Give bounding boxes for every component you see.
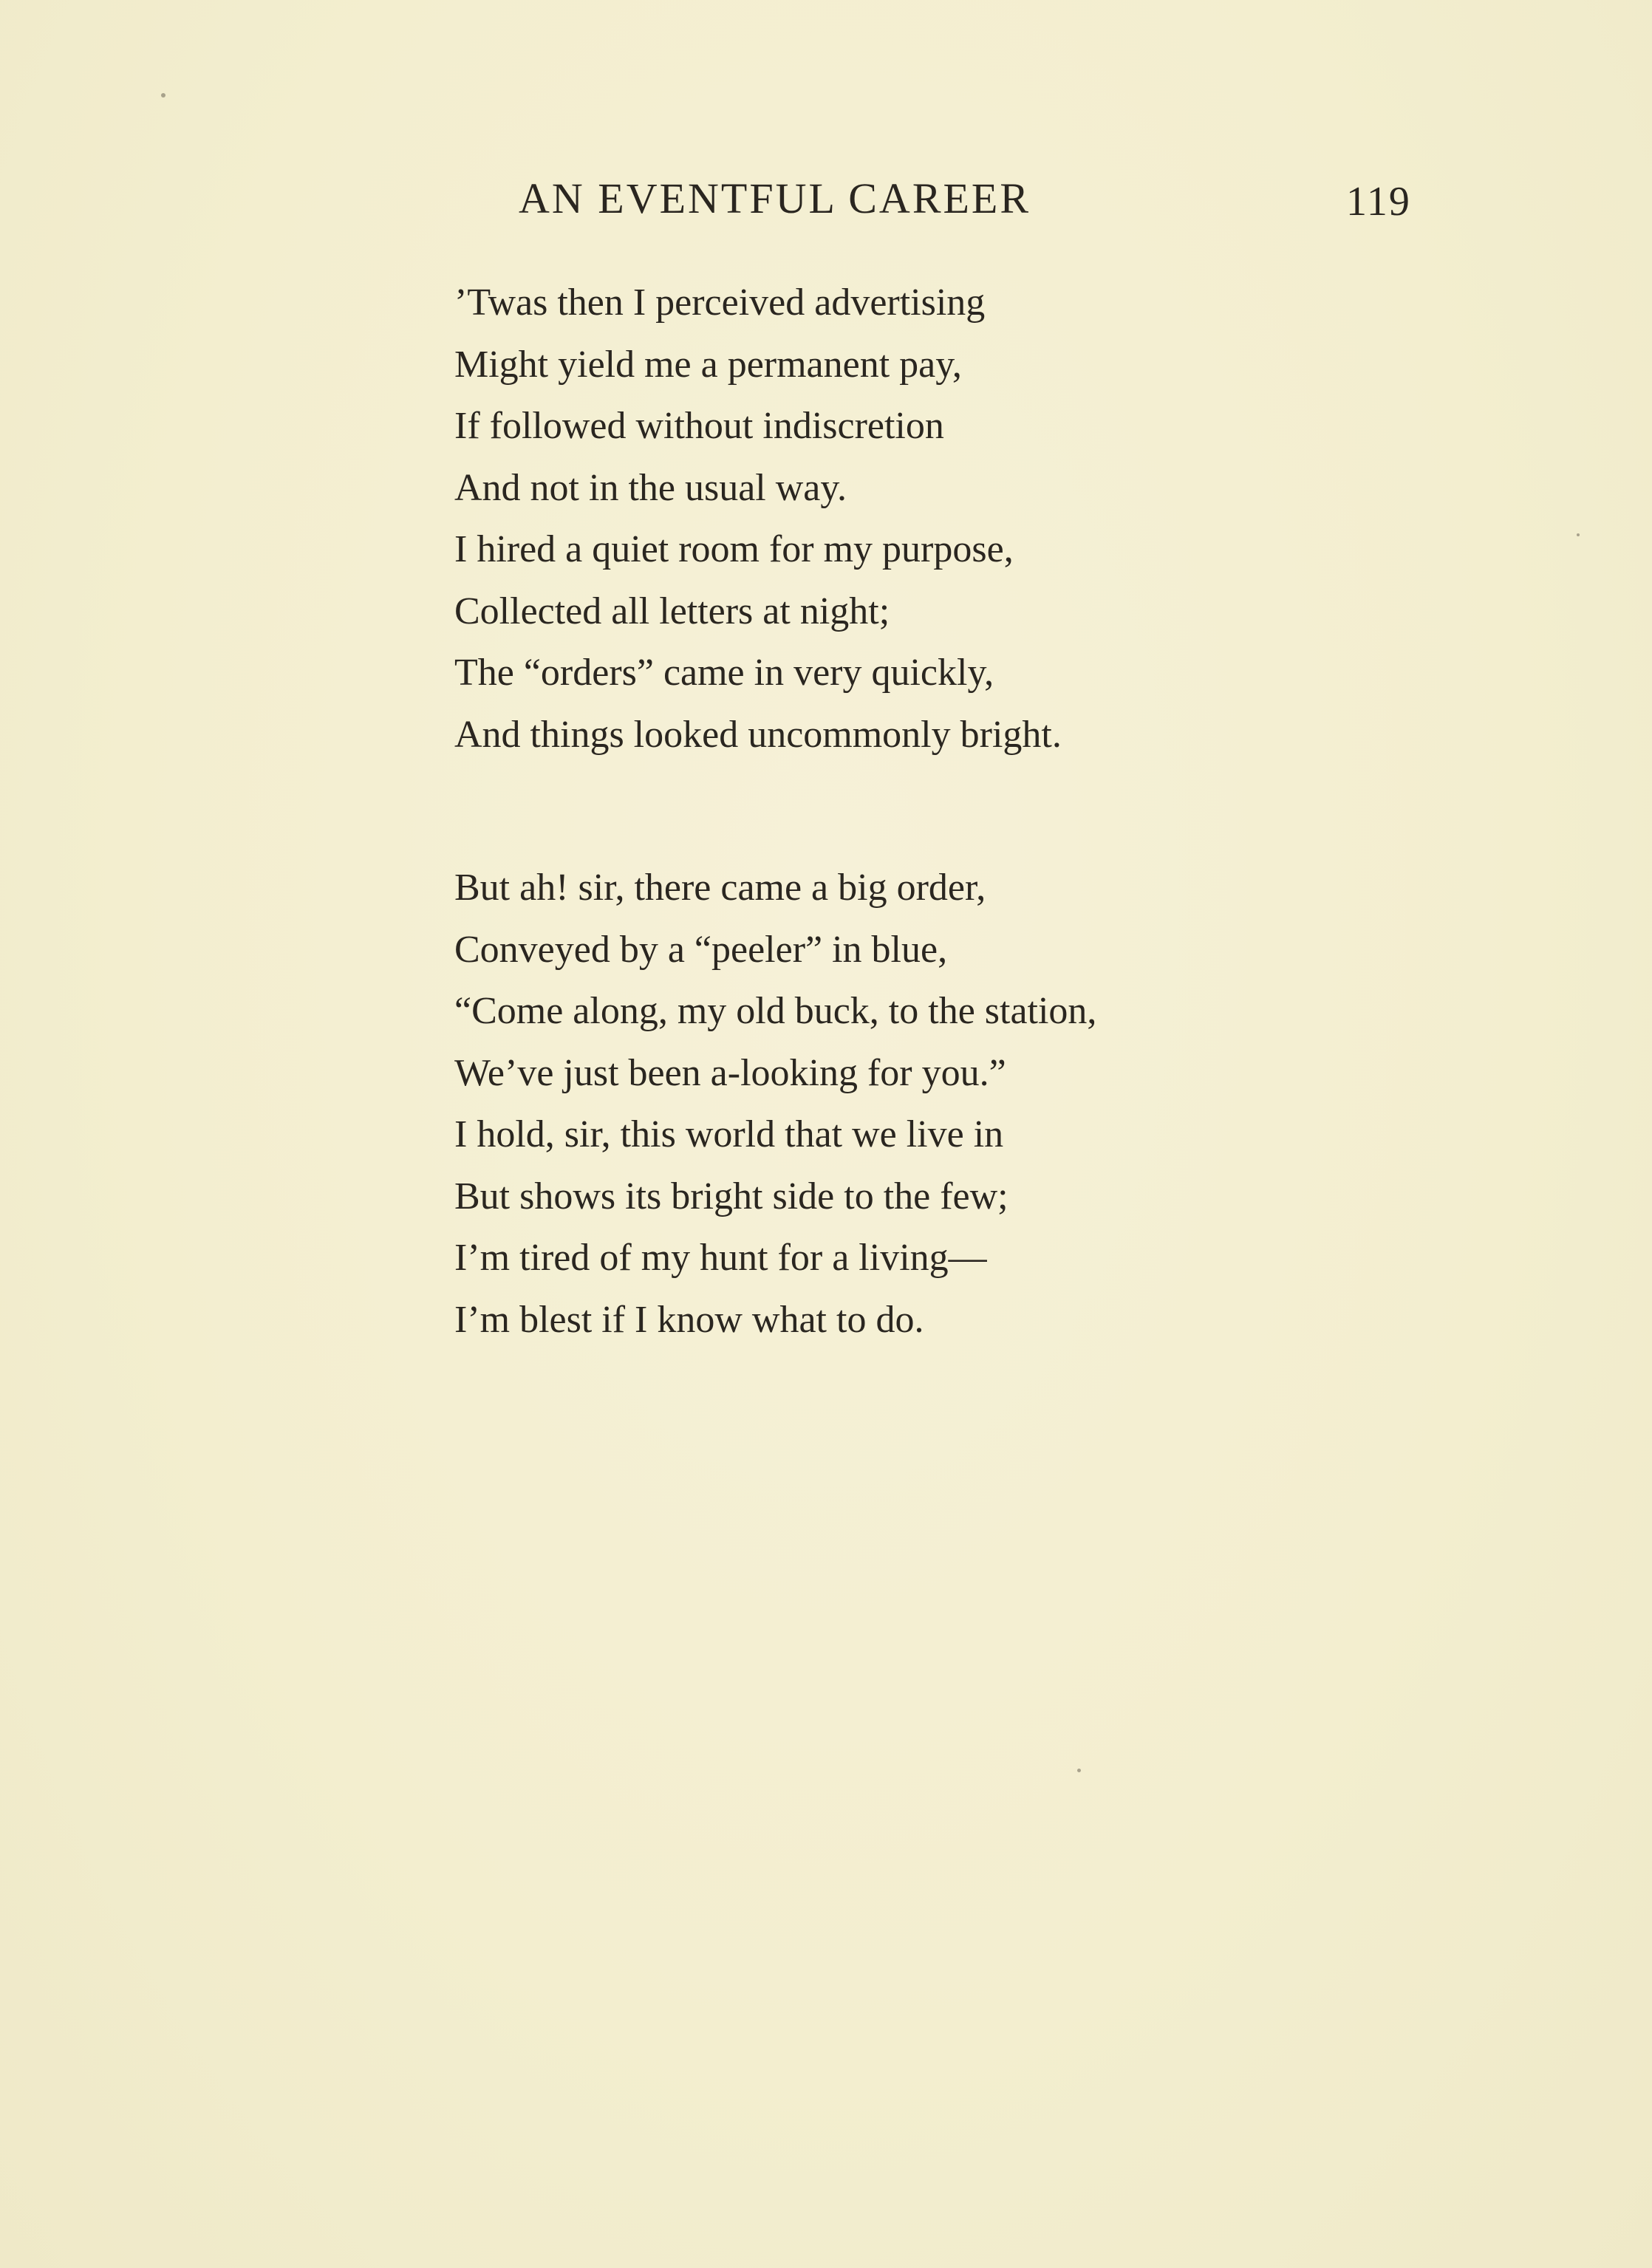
stanza-2 <box>454 857 1341 1350</box>
verse-line: And things looked uncommonly bright. <box>454 713 1062 756</box>
verse-line: We’ve just been a-looking for you.” <box>454 1051 1006 1094</box>
verse-line: But ah! sir, there came a big order, <box>454 867 986 909</box>
verse-line: I hold, sir, this world that we live in <box>454 1113 1004 1155</box>
verse-line: ’Twas then I perceived advertising <box>454 281 986 324</box>
paper-speck <box>1577 533 1580 536</box>
page-number: 119 <box>1346 179 1411 225</box>
verse-line: I hired a quiet room for my purpose, <box>454 528 1014 570</box>
verse-line: If followed without indiscretion <box>454 405 944 447</box>
verse-line: Might yield me a permanent pay, <box>454 343 962 386</box>
verse-line: The “orders” came in very quickly, <box>454 652 994 694</box>
verse-line: I’m tired of my hunt for a living— <box>454 1237 987 1279</box>
verse-line: But shows its bright side to the few; <box>454 1175 1008 1217</box>
paper-speck <box>1077 1769 1081 1772</box>
verse-line: “Come along, my old buck, to the station, <box>454 990 1097 1032</box>
stanza-1 <box>454 272 1341 765</box>
verse-line: And not in the usual way. <box>454 466 847 509</box>
running-title: AN EVENTFUL CAREER <box>519 174 1031 222</box>
paper-speck <box>161 93 165 98</box>
verse-line: I’m blest if I know what to do. <box>454 1298 924 1341</box>
running-head <box>0 173 1652 225</box>
verse-line: Collected all letters at night; <box>454 590 890 632</box>
verse-line: Conveyed by a “peeler” in blue, <box>454 928 948 971</box>
